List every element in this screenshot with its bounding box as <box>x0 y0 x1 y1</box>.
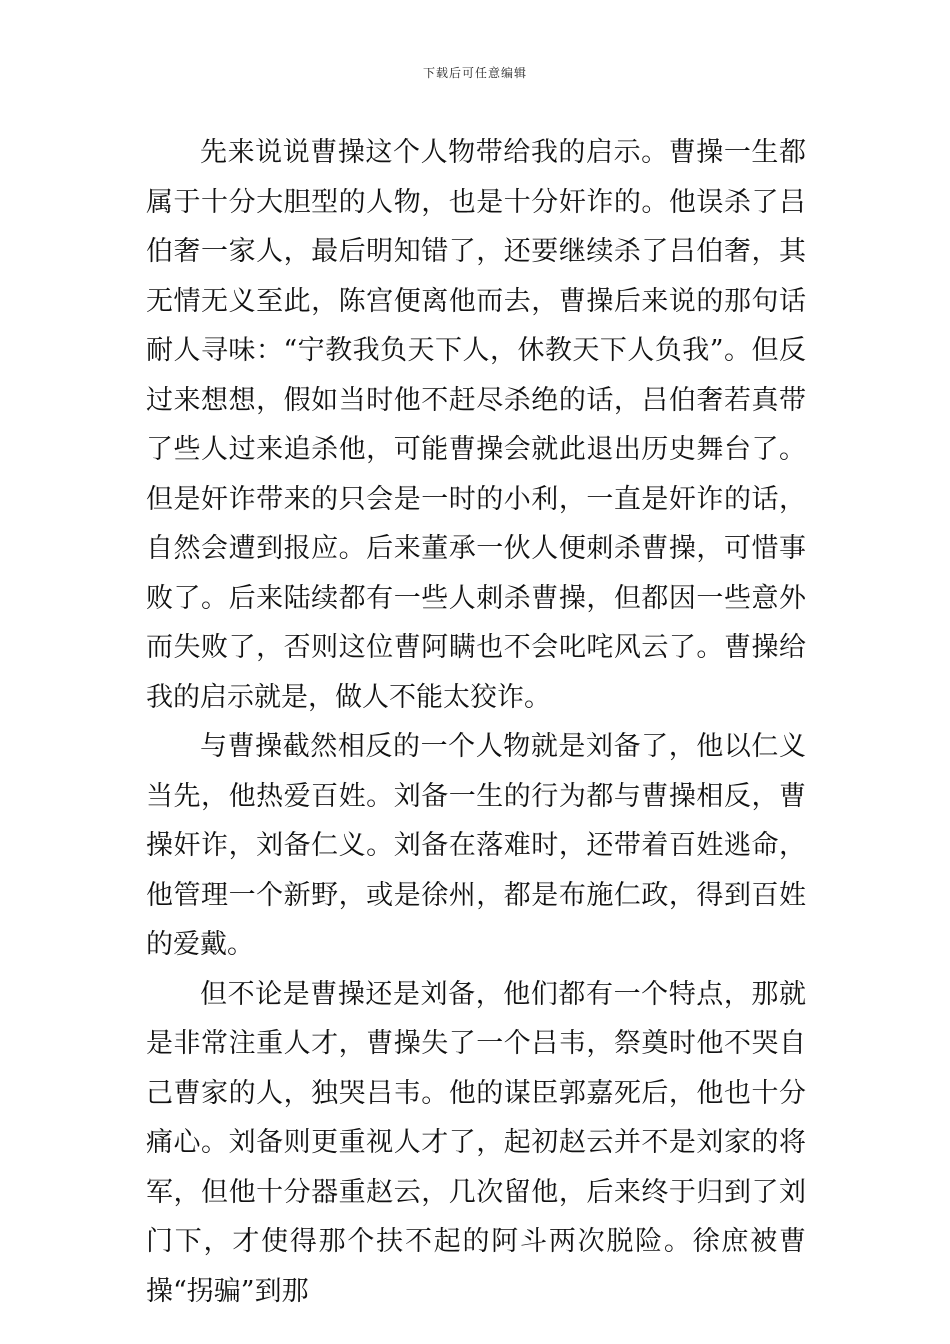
document-body <box>146 128 806 1316</box>
page-header-note: 下载后可任意编辑 <box>422 66 527 80</box>
paragraph-liu-bei: 与曹操截然相反的一个人物就是刘备了，他以仁义当先，他热爱百姓。刘备一生的行为都与曹操相反，曹操奸诈，刘备仁义。刘备在落难时，还带着百姓逃命，他管理一个新野，或是徐州，都是布施仁政，得到百姓的爱戴。 <box>146 731 806 960</box>
paragraph-talent: 但不论是曹操还是刘备，他们都有一个特点，那就是非常注重人才，曹操失了一个吕韦，祭奠时他不哭自己曹家的人，独哭吕韦。他的谋臣郭嘉死后，他也十分痛心。刘备则更重视人才了，起初赵云并不是刘家的将军，但他十分器重赵云，几次留他，后来终于归到了刘门下，才使得那个扶不起的阿斗两次脱险。徐庶被曹操“拐骗”到那 <box>146 978 806 1307</box>
paragraph-cao-cao: 先来说说曹操这个人物带给我的启示。曹操一生都属于十分大胆型的人物，也是十分奸诈的。他误杀了吕伯奢一家人，最后明知错了，还要继续杀了吕伯奢，其无情无义至此，陈宫便离他而去，曹操后来说的那句话耐人寻味：“宁教我负天下人，休教天下人负我”。但反过来想想，假如当时他不赶尽杀绝的话，吕伯奢若真带了些人过来追杀他，可能曹操会就此退出历史舞台了。但是奸诈带来的只会是一时的小利，一直是奸诈的话，自然会遭到报应。后来董承一伙人便刺杀曹操，可惜事败了。后来陆续都有一些人刺杀曹操，但都因一些意外而失败了，否则这位曹阿瞒也不会叱咤风云了。曹操给我的启示就是，做人不能太狡诈。 <box>146 137 806 713</box>
